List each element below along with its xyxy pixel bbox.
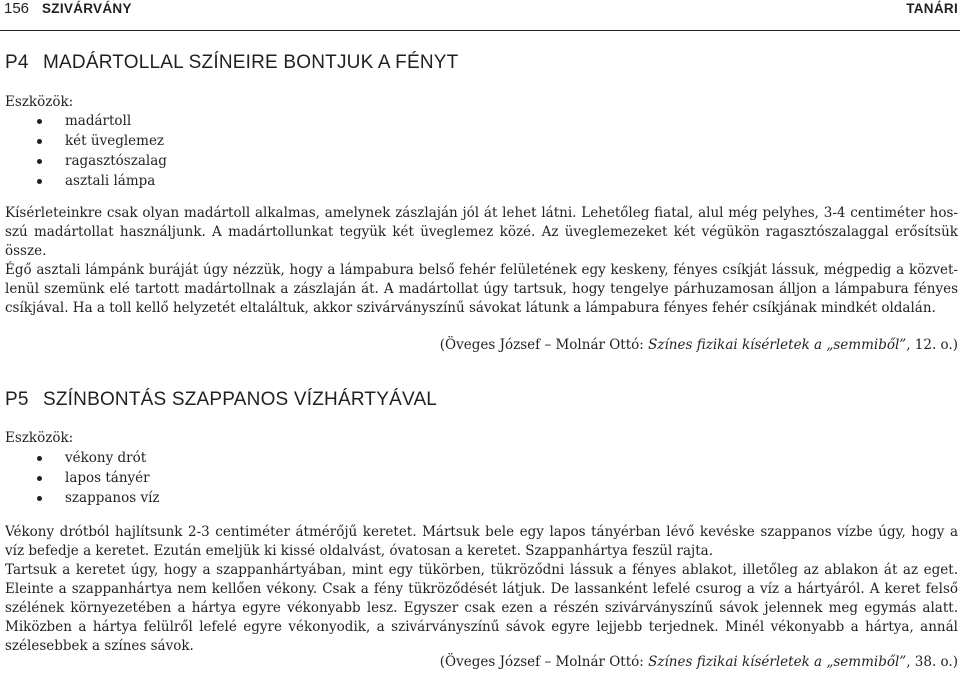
list-item: ragasztószalag xyxy=(0,151,167,171)
section-title: SZÍNBONTÁS SZAPPANOS VÍZHÁRTYÁVAL xyxy=(43,389,438,410)
book-title: SZIVÁRVÁNY xyxy=(42,1,132,16)
text-line: össze. xyxy=(5,243,47,259)
section-heading-p5 xyxy=(5,389,437,411)
text-line: Vékony drótból hajlítsunk 2-3 centiméter átmérőjű keretet. Mártsuk bele egy lapos tányérban lévő kevéske szappanos vízbe úgy, hogy a xyxy=(5,524,958,540)
paragraph xyxy=(5,261,958,318)
text-line: víz befedje a keretet. Ezután emeljük ki kissé oldalvást, óvatosan a keretet. Szappanhártya feszül rajta. xyxy=(5,543,714,559)
page-header xyxy=(0,0,960,31)
edition-label: TANÁRI xyxy=(906,1,958,16)
list-item: lapos tányér xyxy=(0,468,160,488)
section-heading-p4 xyxy=(5,52,458,74)
text-line: Tartsuk a keretet úgy, hogy a szappanhártyában, mint egy tükörben, tükröződni lássuk a fényes ablakot, illetőleg az ablakon át az eget. xyxy=(5,562,958,578)
text-line: Égő asztali lámpánk buráját úgy nézzük, hogy a lámpabura belső fehér felületének egy keskeny, fényes csíkját lássuk, mégpedig a közvet- xyxy=(5,262,958,278)
text-line: szú madártollat használjunk. A madártollunkat tegyük két üveglemez közé. Az üveglemezeket két végükön ragasztószalaggal erősítsük xyxy=(5,224,958,240)
list-item: madártoll xyxy=(0,111,167,131)
citation xyxy=(440,654,958,670)
text-line: lenül szemünk elé tartott madártollnak a zászlaján át. A madártollat úgy tartsuk, hogy tengelye párhuzamosan álljon a lámpabura fényes xyxy=(5,281,958,297)
citation-work: Színes fizikai kísérletek a „semmiből” xyxy=(648,654,907,670)
tools-list-p4 xyxy=(0,111,167,191)
citation-prefix: (Öveges József – Molnár Ottó: xyxy=(439,654,649,670)
tools-list-p5 xyxy=(0,448,160,508)
section-code: P5 xyxy=(5,389,29,410)
text-line: Eleinte a szappanhártya nem kellően vékony. Csak a fény tükröződését látjuk. De lassanként lefelé csurog a víz a hártyáról. A keret felső xyxy=(5,581,958,597)
list-item: szappanos víz xyxy=(0,488,160,508)
citation-suffix: , 12. o.) xyxy=(906,337,958,353)
paragraph xyxy=(5,204,958,261)
paragraph xyxy=(5,523,958,561)
section-code: P4 xyxy=(5,52,29,73)
text-line: szélének környezetében a hártya egyre vékonyabb lesz. Egyszer csak ezen a részén szivárványszínű sávok jelennek meg egymás alatt. xyxy=(5,600,958,616)
tools-label: Eszközök: xyxy=(5,430,74,446)
citation-prefix: (Öveges József – Molnár Ottó: xyxy=(439,337,649,353)
citation-suffix: , 38. o.) xyxy=(906,654,958,670)
text-line: Miközben a hártya felülről lefelé egyre vékonyodik, a szivárványszínű sávok egyre lejjebb terjednek. Minél vékonyabb a hártya, annál xyxy=(5,619,958,635)
list-item: asztali lámpa xyxy=(0,171,167,191)
tools-label: Eszközök: xyxy=(5,94,74,110)
list-item: két üveglemez xyxy=(0,131,167,151)
text-line: csíkjával. Ha a toll kellő helyzetét eltaláltuk, akkor szivárványszínű sávokat látunk a lámpabura fényes fehér csíkjának mindkét oldalán. xyxy=(5,300,936,316)
section-title: MADÁRTOLLAL SZÍNEIRE BONTJUK A FÉNYT xyxy=(43,52,459,73)
text-line: szélesebbek a színes sávok. xyxy=(5,638,194,654)
citation-work: Színes fizikai kísérletek a „semmiből” xyxy=(648,337,907,353)
text-line: Kísérleteinkre csak olyan madártoll alkalmas, amelynek zászlaján jól át lehet látni. Lehetőleg fiatal, alul még pelyhes, 3-4 centiméter hos- xyxy=(5,205,958,221)
list-item: vékony drót xyxy=(0,448,160,468)
citation xyxy=(440,337,958,353)
paragraph xyxy=(5,561,958,656)
page-number: 156 xyxy=(4,0,30,17)
